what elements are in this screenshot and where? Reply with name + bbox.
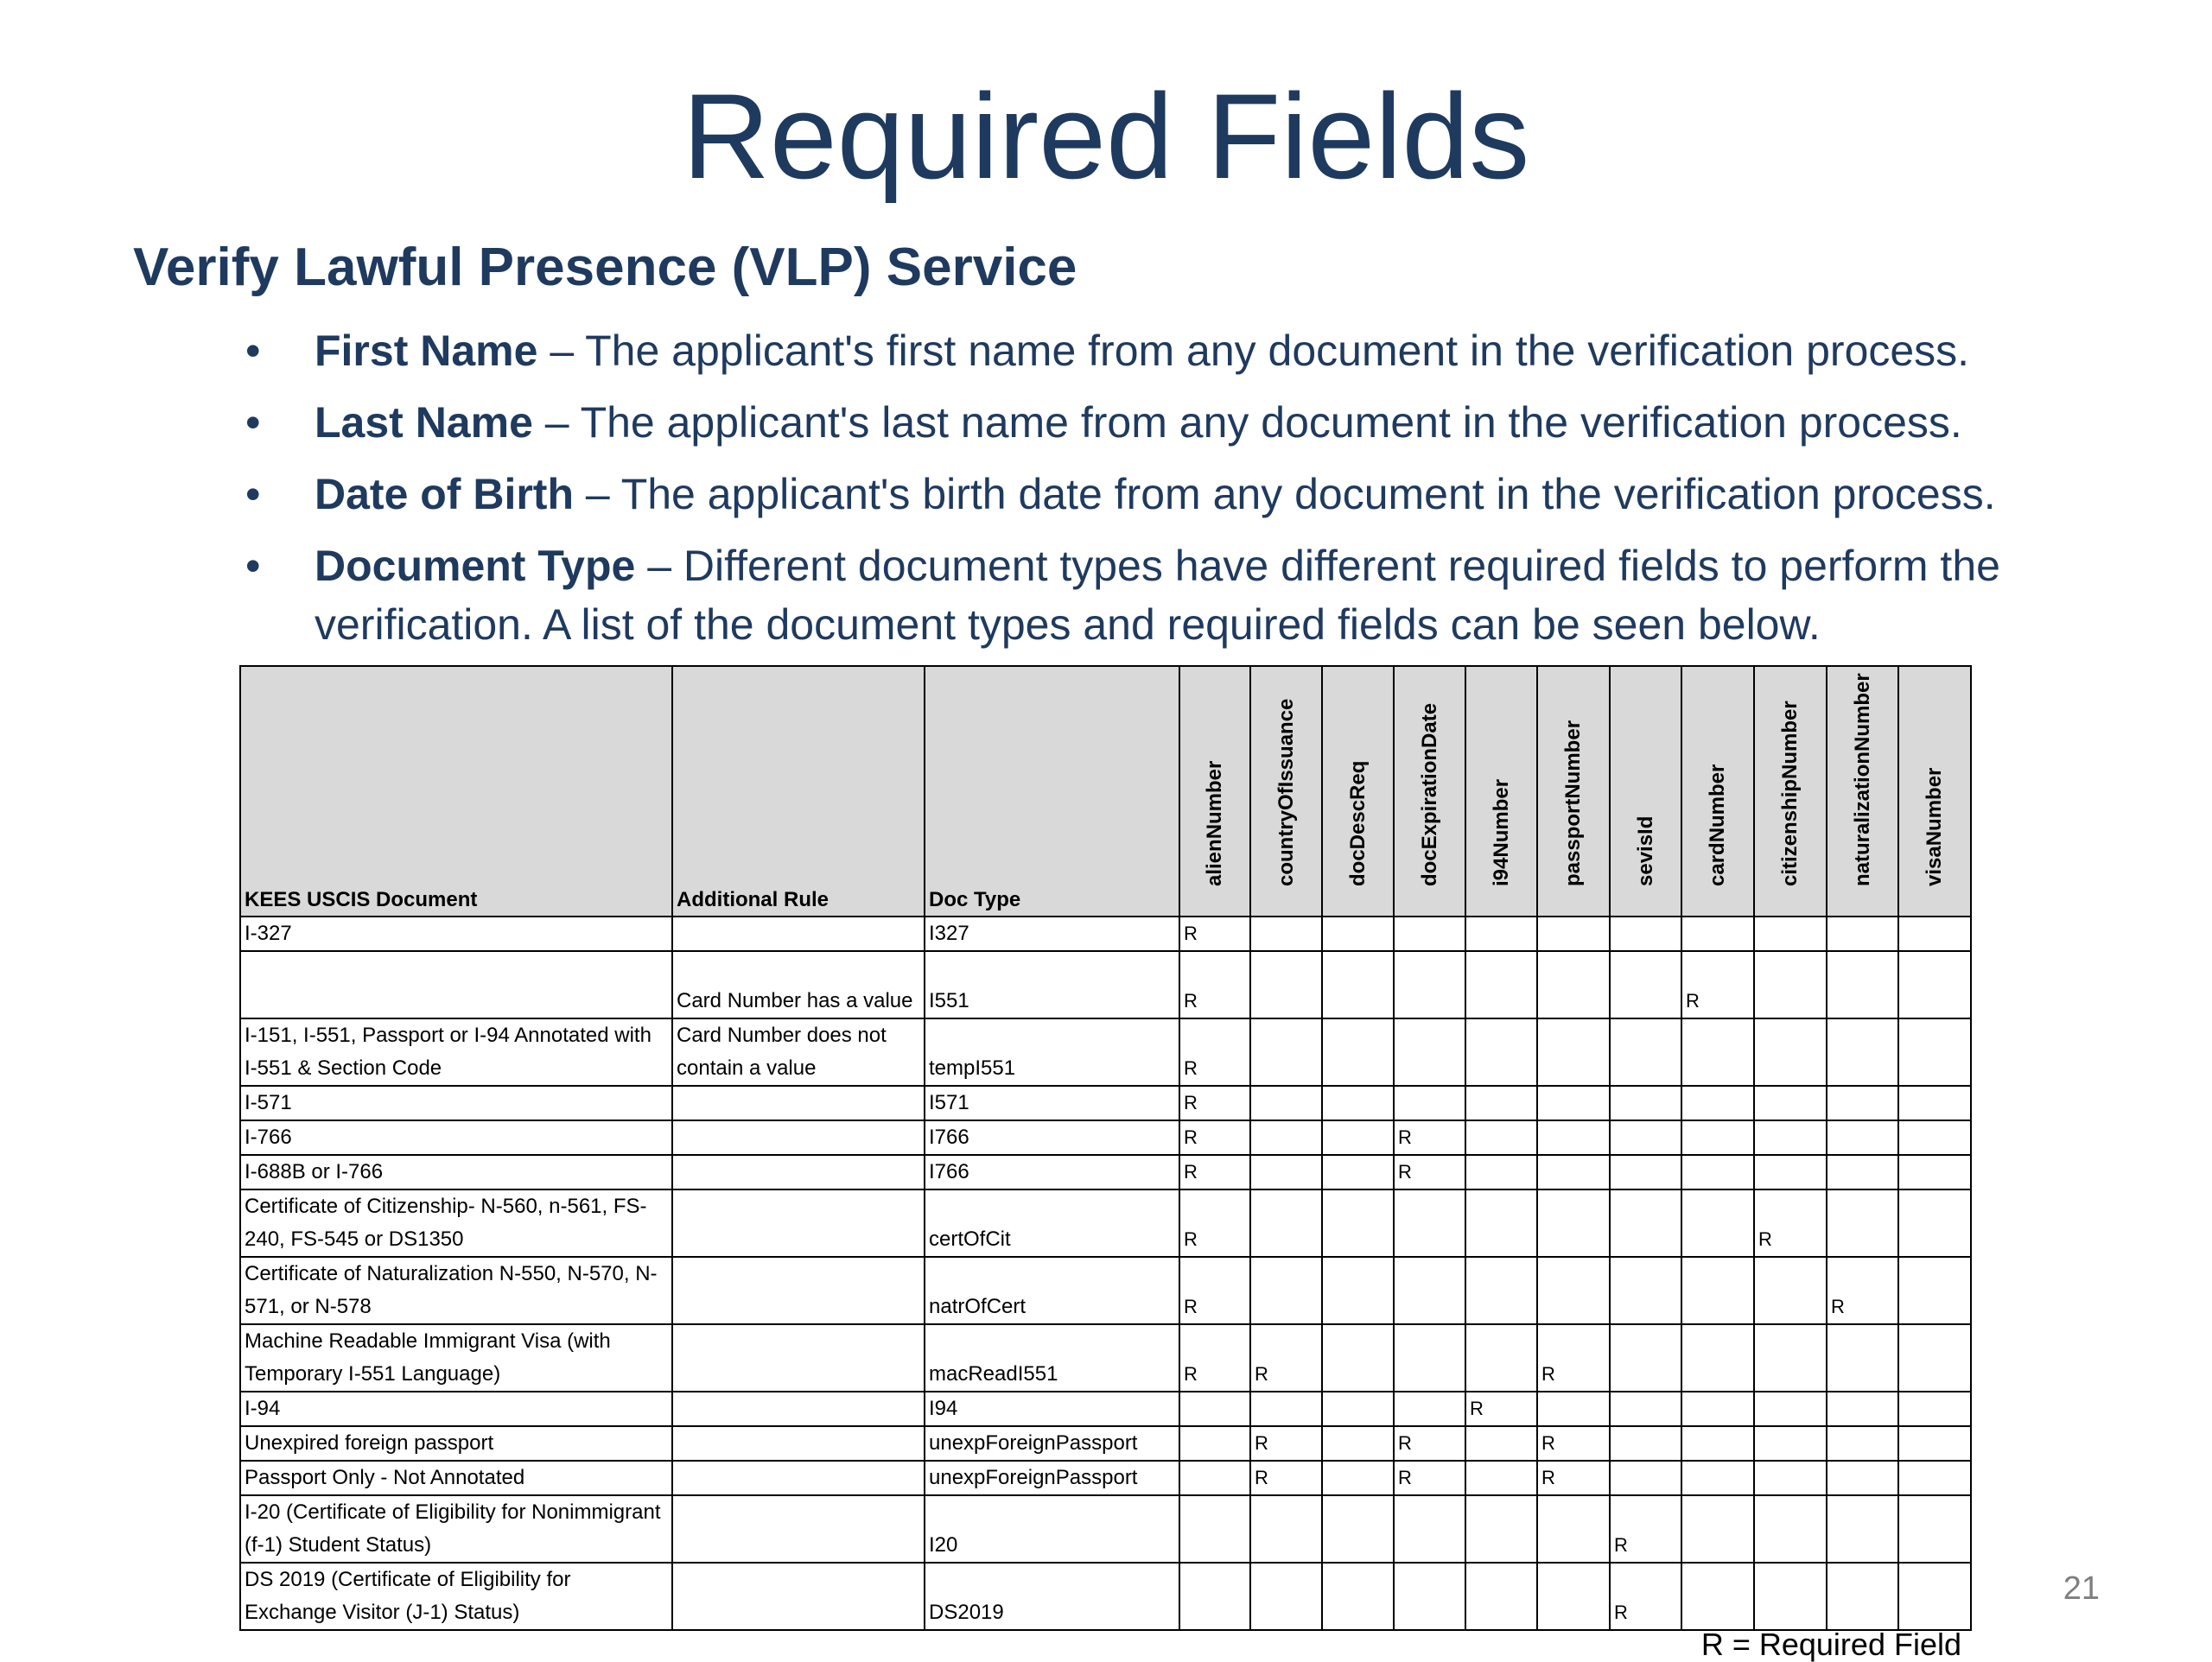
- cell-required-mark: [1250, 1018, 1322, 1086]
- section-subtitle: Verify Lawful Presence (VLP) Service: [133, 238, 1077, 297]
- column-header-doc-desc-req: [1322, 666, 1394, 917]
- cell-additional-rule: [672, 917, 925, 951]
- cell-document: I-571: [240, 1086, 672, 1120]
- cell-required-mark: [1537, 1563, 1610, 1630]
- cell-required-mark: [1394, 1257, 1465, 1324]
- cell-doc-type: DS2019: [925, 1563, 1179, 1630]
- cell-document: I-688B or I-766: [240, 1155, 672, 1189]
- cell-required-mark: [1537, 1155, 1610, 1189]
- cell-required-mark: [1394, 1324, 1465, 1392]
- table-row: [240, 1426, 1971, 1461]
- table-row: [240, 917, 1971, 951]
- table-row: [240, 1086, 1971, 1120]
- cell-required-mark: [1827, 951, 1898, 1018]
- cell-required-mark: [1465, 1461, 1537, 1495]
- cell-required-mark: [1827, 1086, 1898, 1120]
- column-header-label: cardNumber: [1706, 764, 1729, 886]
- cell-required-mark: [1898, 1018, 1971, 1086]
- cell-additional-rule: [672, 1461, 925, 1495]
- column-header-visa-number: [1898, 666, 1971, 917]
- cell-required-mark: R: [1681, 951, 1754, 1018]
- cell-doc-type: I766: [925, 1120, 1179, 1155]
- cell-required-mark: [1322, 1086, 1394, 1120]
- cell-required-mark: [1754, 1495, 1827, 1563]
- cell-required-mark: [1394, 951, 1465, 1018]
- cell-required-mark: [1681, 1155, 1754, 1189]
- cell-document: Certificate of Citizenship- N-560, n-561, FS-240, FS-545 or DS1350: [240, 1189, 672, 1257]
- cell-required-mark: [1610, 1257, 1681, 1324]
- table-row: [240, 1461, 1971, 1495]
- cell-required-mark: [1898, 1392, 1971, 1426]
- cell-additional-rule: [672, 1392, 925, 1426]
- cell-required-mark: [1465, 1086, 1537, 1120]
- cell-required-mark: [1537, 1495, 1610, 1563]
- cell-required-mark: [1250, 1155, 1322, 1189]
- cell-required-mark: [1394, 1392, 1465, 1426]
- cell-required-mark: R: [1394, 1120, 1465, 1155]
- cell-document: I-94: [240, 1392, 672, 1426]
- cell-required-mark: R: [1179, 1324, 1250, 1392]
- column-header-country-of-issuance: [1250, 666, 1322, 917]
- column-header-naturalization-number: [1827, 666, 1898, 917]
- bullet-text: – The applicant's birth date from any document in the verification process.: [574, 470, 1996, 518]
- cell-required-mark: [1322, 1495, 1394, 1563]
- cell-required-mark: R: [1537, 1324, 1610, 1392]
- cell-additional-rule: [672, 1324, 925, 1392]
- table-legend: R = Required Field: [1700, 1627, 1961, 1662]
- cell-additional-rule: [672, 1495, 925, 1563]
- cell-required-mark: [1898, 951, 1971, 1018]
- table-row: [240, 1495, 1971, 1563]
- cell-document: Unexpired foreign passport: [240, 1426, 672, 1461]
- cell-required-mark: [1322, 1018, 1394, 1086]
- cell-required-mark: [1754, 1257, 1827, 1324]
- cell-required-mark: [1322, 1257, 1394, 1324]
- cell-required-mark: [1322, 1155, 1394, 1189]
- column-header-label: alienNumber: [1203, 760, 1226, 886]
- cell-required-mark: [1322, 1461, 1394, 1495]
- cell-additional-rule: [672, 1426, 925, 1461]
- cell-additional-rule: [672, 1257, 925, 1324]
- cell-required-mark: R: [1394, 1426, 1465, 1461]
- table-row: [240, 1018, 1971, 1086]
- cell-required-mark: R: [1394, 1461, 1465, 1495]
- cell-additional-rule: [672, 1120, 925, 1155]
- cell-required-mark: [1898, 1461, 1971, 1495]
- cell-required-mark: [1179, 1563, 1250, 1630]
- cell-required-mark: [1754, 1426, 1827, 1461]
- table-header-row: [240, 666, 1971, 917]
- cell-required-mark: R: [1827, 1257, 1898, 1324]
- cell-required-mark: [1827, 1120, 1898, 1155]
- table-row: [240, 1392, 1971, 1426]
- cell-additional-rule: [672, 1086, 925, 1120]
- cell-required-mark: R: [1250, 1324, 1322, 1392]
- cell-required-mark: [1322, 1392, 1394, 1426]
- cell-document: I-20 (Certificate of Eligibility for Nonimmigrant (f-1) Student Status): [240, 1495, 672, 1563]
- cell-required-mark: [1898, 1189, 1971, 1257]
- cell-required-mark: [1754, 951, 1827, 1018]
- bullet-icon: •: [245, 542, 261, 590]
- cell-required-mark: [1465, 1324, 1537, 1392]
- column-header-citizenship-number: [1754, 666, 1827, 917]
- cell-required-mark: [1898, 1257, 1971, 1324]
- cell-required-mark: [1610, 1086, 1681, 1120]
- cell-required-mark: [1394, 1189, 1465, 1257]
- cell-required-mark: [1681, 1563, 1754, 1630]
- cell-required-mark: R: [1179, 1257, 1250, 1324]
- column-header-doctype: Doc Type: [925, 666, 1179, 917]
- cell-required-mark: R: [1537, 1426, 1610, 1461]
- cell-required-mark: R: [1754, 1189, 1827, 1257]
- cell-required-mark: [1610, 1120, 1681, 1155]
- cell-required-mark: [1394, 917, 1465, 951]
- bullet-first-name: [245, 321, 2164, 380]
- cell-document: I-766: [240, 1120, 672, 1155]
- cell-required-mark: [1827, 1324, 1898, 1392]
- cell-required-mark: [1465, 951, 1537, 1018]
- column-header-label: docExpirationDate: [1417, 702, 1441, 886]
- cell-required-mark: [1898, 1563, 1971, 1630]
- cell-required-mark: [1681, 1495, 1754, 1563]
- cell-doc-type: I327: [925, 917, 1179, 951]
- column-header-document: KEES USCIS Document: [240, 666, 672, 917]
- cell-required-mark: [1465, 1155, 1537, 1189]
- table-row: [240, 1120, 1971, 1155]
- cell-required-mark: R: [1610, 1495, 1681, 1563]
- document-requirements-table: [239, 665, 1972, 1631]
- column-header-i94-number: [1465, 666, 1537, 917]
- column-header-label: citizenshipNumber: [1778, 701, 1802, 886]
- cell-doc-type: I94: [925, 1392, 1179, 1426]
- table-row: [240, 1189, 1971, 1257]
- cell-required-mark: [1250, 1563, 1322, 1630]
- cell-doc-type: unexpForeignPassport: [925, 1461, 1179, 1495]
- cell-required-mark: [1754, 917, 1827, 951]
- cell-additional-rule: [672, 1563, 925, 1630]
- cell-required-mark: R: [1179, 1086, 1250, 1120]
- cell-required-mark: [1754, 1086, 1827, 1120]
- cell-required-mark: [1827, 1155, 1898, 1189]
- table-row: [240, 1257, 1971, 1324]
- cell-additional-rule: [672, 1189, 925, 1257]
- cell-required-mark: [1537, 917, 1610, 951]
- cell-required-mark: R: [1179, 1189, 1250, 1257]
- column-header-doc-expiration-date: [1394, 666, 1465, 917]
- cell-required-mark: [1681, 1461, 1754, 1495]
- column-header-sevis-id: [1610, 666, 1681, 917]
- cell-required-mark: R: [1250, 1461, 1322, 1495]
- cell-document: Certificate of Naturalization N-550, N-570, N-571, or N-578: [240, 1257, 672, 1324]
- cell-document: DS 2019 (Certificate of Eligibility for Exchange Visitor (J-1) Status): [240, 1563, 672, 1630]
- cell-required-mark: [1754, 1392, 1827, 1426]
- cell-required-mark: [1465, 1120, 1537, 1155]
- cell-required-mark: [1322, 1426, 1394, 1461]
- bullet-icon: •: [245, 398, 261, 447]
- bullet-date-of-birth: [245, 465, 2164, 523]
- cell-required-mark: [1465, 1426, 1537, 1461]
- cell-required-mark: [1537, 1257, 1610, 1324]
- cell-doc-type: I571: [925, 1086, 1179, 1120]
- bullet-icon: •: [245, 327, 261, 375]
- cell-required-mark: [1827, 1018, 1898, 1086]
- cell-required-mark: [1898, 1120, 1971, 1155]
- cell-required-mark: [1610, 917, 1681, 951]
- cell-required-mark: [1537, 1392, 1610, 1426]
- cell-required-mark: [1898, 1426, 1971, 1461]
- cell-required-mark: [1465, 1018, 1537, 1086]
- table-body: [240, 917, 1971, 1630]
- cell-document: I-151, I-551, Passport or I-94 Annotated with I-551 & Section Code: [240, 1018, 672, 1086]
- bullet-text: – The applicant's last name from any document in the verification process.: [532, 398, 1962, 447]
- cell-required-mark: R: [1179, 951, 1250, 1018]
- cell-additional-rule: Card Number has a value: [672, 951, 925, 1018]
- cell-required-mark: [1179, 1392, 1250, 1426]
- cell-required-mark: [1898, 1495, 1971, 1563]
- column-header-label: visaNumber: [1923, 767, 1946, 886]
- cell-required-mark: [1827, 1426, 1898, 1461]
- cell-required-mark: [1537, 1086, 1610, 1120]
- cell-required-mark: [1610, 1324, 1681, 1392]
- bullet-document-type: [245, 536, 2164, 654]
- column-header-label: i94Number: [1489, 778, 1513, 886]
- cell-required-mark: [1322, 917, 1394, 951]
- cell-required-mark: [1250, 951, 1322, 1018]
- cell-required-mark: [1465, 1495, 1537, 1563]
- cell-required-mark: [1898, 1155, 1971, 1189]
- cell-required-mark: [1610, 1155, 1681, 1189]
- column-header-alien-number: [1179, 666, 1250, 917]
- cell-required-mark: [1681, 1120, 1754, 1155]
- cell-required-mark: [1465, 1189, 1537, 1257]
- cell-required-mark: [1610, 1426, 1681, 1461]
- cell-additional-rule: [672, 1155, 925, 1189]
- slide-title: Required Fields: [682, 68, 1530, 204]
- cell-required-mark: [1322, 1189, 1394, 1257]
- cell-required-mark: [1537, 951, 1610, 1018]
- cell-required-mark: [1394, 1086, 1465, 1120]
- cell-required-mark: [1827, 917, 1898, 951]
- cell-required-mark: [1610, 1189, 1681, 1257]
- cell-required-mark: [1681, 1086, 1754, 1120]
- cell-required-mark: [1681, 1189, 1754, 1257]
- cell-required-mark: R: [1250, 1426, 1322, 1461]
- cell-required-mark: [1681, 1018, 1754, 1086]
- cell-required-mark: [1394, 1495, 1465, 1563]
- cell-required-mark: [1465, 917, 1537, 951]
- cell-doc-type: I766: [925, 1155, 1179, 1189]
- bullet-term: Document Type: [315, 542, 636, 590]
- cell-required-mark: [1754, 1018, 1827, 1086]
- bullet-last-name: [245, 393, 2164, 452]
- cell-required-mark: [1681, 1392, 1754, 1426]
- bullet-text: – The applicant's first name from any document in the verification process.: [537, 327, 1970, 375]
- cell-required-mark: [1394, 1563, 1465, 1630]
- column-header-rule: Additional Rule: [672, 666, 925, 917]
- required-fields-list: [245, 321, 2164, 667]
- cell-required-mark: [1754, 1155, 1827, 1189]
- cell-required-mark: [1322, 1120, 1394, 1155]
- bullet-icon: •: [245, 470, 261, 518]
- cell-required-mark: [1610, 1018, 1681, 1086]
- cell-required-mark: [1827, 1461, 1898, 1495]
- cell-required-mark: [1754, 1461, 1827, 1495]
- cell-required-mark: R: [1610, 1563, 1681, 1630]
- table-row: [240, 1324, 1971, 1392]
- cell-required-mark: [1250, 1086, 1322, 1120]
- cell-doc-type: I20: [925, 1495, 1179, 1563]
- cell-required-mark: [1394, 1018, 1465, 1086]
- cell-required-mark: [1681, 1257, 1754, 1324]
- cell-required-mark: [1681, 1324, 1754, 1392]
- cell-required-mark: [1681, 1426, 1754, 1461]
- bullet-term: First Name: [315, 327, 538, 375]
- cell-required-mark: R: [1179, 1120, 1250, 1155]
- bullet-text: – Different document types have different required fields to perform the verification. A list of the document types and required fields can be seen below.: [315, 542, 2000, 649]
- cell-required-mark: [1179, 1461, 1250, 1495]
- cell-required-mark: R: [1394, 1155, 1465, 1189]
- cell-required-mark: R: [1179, 917, 1250, 951]
- cell-doc-type: unexpForeignPassport: [925, 1426, 1179, 1461]
- cell-required-mark: [1250, 1120, 1322, 1155]
- cell-required-mark: [1537, 1120, 1610, 1155]
- cell-required-mark: [1537, 1189, 1610, 1257]
- cell-required-mark: [1179, 1426, 1250, 1461]
- cell-required-mark: [1250, 1392, 1322, 1426]
- cell-document: Passport Only - Not Annotated: [240, 1461, 672, 1495]
- cell-doc-type: natrOfCert: [925, 1257, 1179, 1324]
- cell-required-mark: [1681, 917, 1754, 951]
- table-row: [240, 1155, 1971, 1189]
- column-header-passport-number: [1537, 666, 1610, 917]
- cell-required-mark: [1754, 1120, 1827, 1155]
- cell-required-mark: R: [1465, 1392, 1537, 1426]
- cell-required-mark: [1754, 1324, 1827, 1392]
- cell-required-mark: [1898, 917, 1971, 951]
- cell-required-mark: [1250, 1495, 1322, 1563]
- column-header-label: naturalizationNumber: [1850, 673, 1874, 886]
- cell-required-mark: [1827, 1495, 1898, 1563]
- cell-required-mark: [1322, 1563, 1394, 1630]
- column-header-label: countryOfIssuance: [1274, 698, 1298, 886]
- cell-required-mark: [1250, 1257, 1322, 1324]
- cell-required-mark: R: [1179, 1018, 1250, 1086]
- cell-additional-rule: Card Number does not contain a value: [672, 1018, 925, 1086]
- cell-document: [240, 951, 672, 1018]
- cell-required-mark: [1898, 1324, 1971, 1392]
- cell-required-mark: [1610, 1461, 1681, 1495]
- cell-required-mark: [1827, 1563, 1898, 1630]
- cell-doc-type: certOfCit: [925, 1189, 1179, 1257]
- cell-required-mark: [1250, 1189, 1322, 1257]
- cell-document: Machine Readable Immigrant Visa (with Temporary I-551 Language): [240, 1324, 672, 1392]
- cell-required-mark: [1465, 1563, 1537, 1630]
- column-header-card-number: [1681, 666, 1754, 917]
- cell-required-mark: [1250, 917, 1322, 951]
- page-number: 21: [2063, 1570, 2100, 1607]
- cell-document: I-327: [240, 917, 672, 951]
- cell-required-mark: [1898, 1086, 1971, 1120]
- column-header-label: passportNumber: [1561, 720, 1585, 886]
- cell-required-mark: [1610, 951, 1681, 1018]
- table-row: [240, 951, 1971, 1018]
- cell-doc-type: tempI551: [925, 1018, 1179, 1086]
- cell-required-mark: [1827, 1189, 1898, 1257]
- cell-required-mark: [1322, 1324, 1394, 1392]
- cell-required-mark: [1827, 1392, 1898, 1426]
- cell-required-mark: R: [1537, 1461, 1610, 1495]
- cell-required-mark: [1179, 1495, 1250, 1563]
- cell-required-mark: R: [1179, 1155, 1250, 1189]
- bullet-term: Last Name: [315, 398, 533, 447]
- cell-required-mark: [1537, 1018, 1610, 1086]
- cell-required-mark: [1754, 1563, 1827, 1630]
- bullet-term: Date of Birth: [315, 470, 574, 518]
- cell-required-mark: [1610, 1392, 1681, 1426]
- cell-required-mark: [1322, 951, 1394, 1018]
- column-header-label: docDescReq: [1345, 760, 1370, 886]
- table-row: [240, 1563, 1971, 1630]
- cell-required-mark: [1465, 1257, 1537, 1324]
- column-header-label: sevisId: [1633, 815, 1657, 886]
- cell-doc-type: macReadI551: [925, 1324, 1179, 1392]
- cell-doc-type: I551: [925, 951, 1179, 1018]
